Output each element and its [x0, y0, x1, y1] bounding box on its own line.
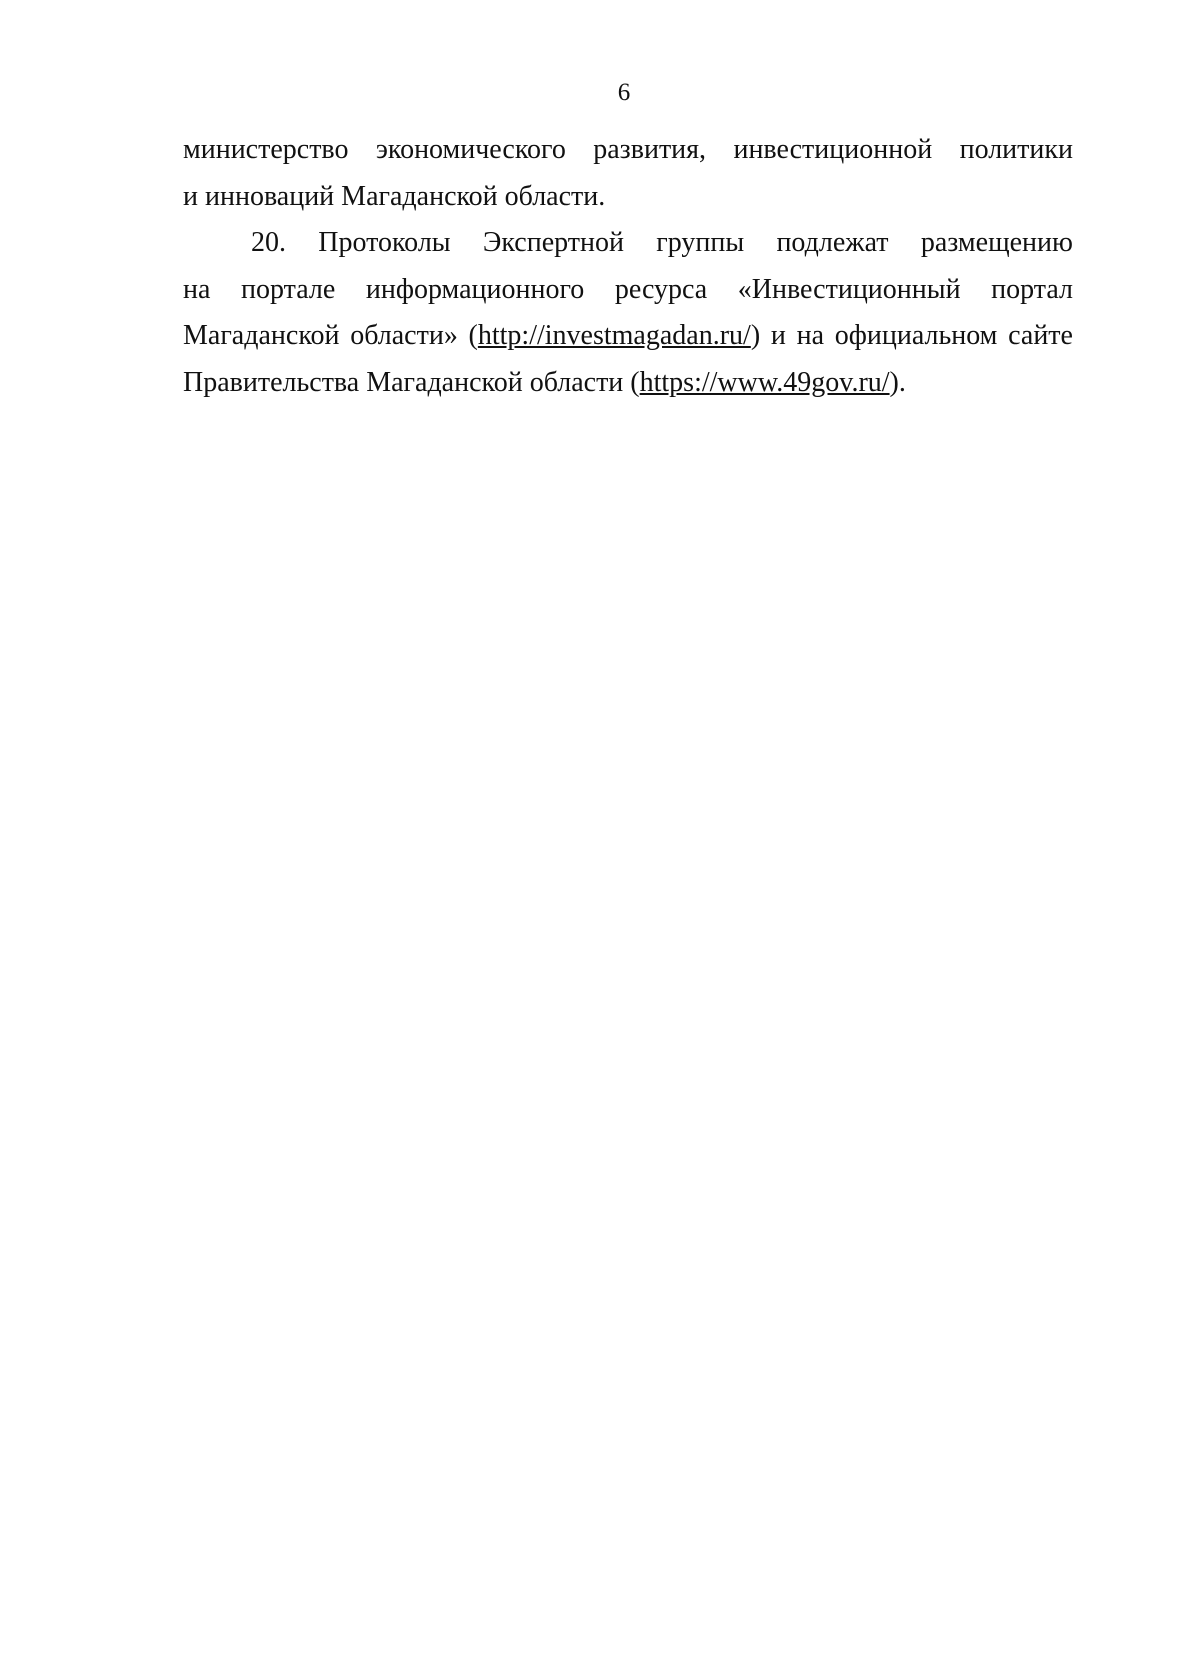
word: экономического: [375, 134, 566, 165]
word: размещению: [920, 227, 1073, 258]
text-line: [183, 220, 1073, 267]
text-line: и инноваций Магаданской области.: [183, 180, 606, 212]
word: на: [796, 320, 824, 351]
word: сайте: [1008, 320, 1073, 351]
text-line: [183, 313, 1073, 360]
word: «Инвестиционный: [737, 273, 961, 305]
word: портал: [991, 273, 1073, 305]
text-line: [183, 267, 1073, 314]
text-line: [183, 360, 1073, 407]
word: политики: [959, 134, 1073, 165]
gov49-link[interactable]: https://www.49gov.ru/: [639, 366, 890, 398]
word: министерство: [183, 134, 349, 165]
word: информационного: [365, 273, 585, 305]
word: портале: [241, 273, 336, 305]
word: и: [770, 320, 786, 351]
paren-open: (: [468, 320, 478, 351]
page-number: 6: [617, 79, 631, 106]
investmagadan-link[interactable]: http://investmagadan.ru/: [477, 320, 751, 351]
word: Экспертной: [482, 227, 624, 258]
text-segment: Правительства Магаданской области (: [183, 366, 640, 398]
paragraph-item-20: [183, 220, 1073, 406]
word: области»: [350, 320, 458, 351]
link-group-investmagadan: [469, 313, 761, 360]
word: ресурса: [614, 273, 708, 305]
document-body: [183, 127, 1073, 406]
word: официальном: [834, 320, 998, 351]
item-number: 20.: [251, 227, 286, 258]
paren-close: ): [750, 320, 761, 351]
word: на: [183, 273, 211, 305]
word: Магаданской: [183, 320, 340, 351]
word: Протоколы: [318, 227, 451, 258]
paragraph-ministry: [183, 127, 1073, 220]
word: подлежат: [776, 227, 889, 258]
word: группы: [656, 227, 745, 258]
word: инвестиционной: [733, 134, 933, 165]
word: развития,: [593, 134, 707, 165]
text-line: [183, 127, 1073, 174]
text-segment: ).: [889, 366, 906, 398]
